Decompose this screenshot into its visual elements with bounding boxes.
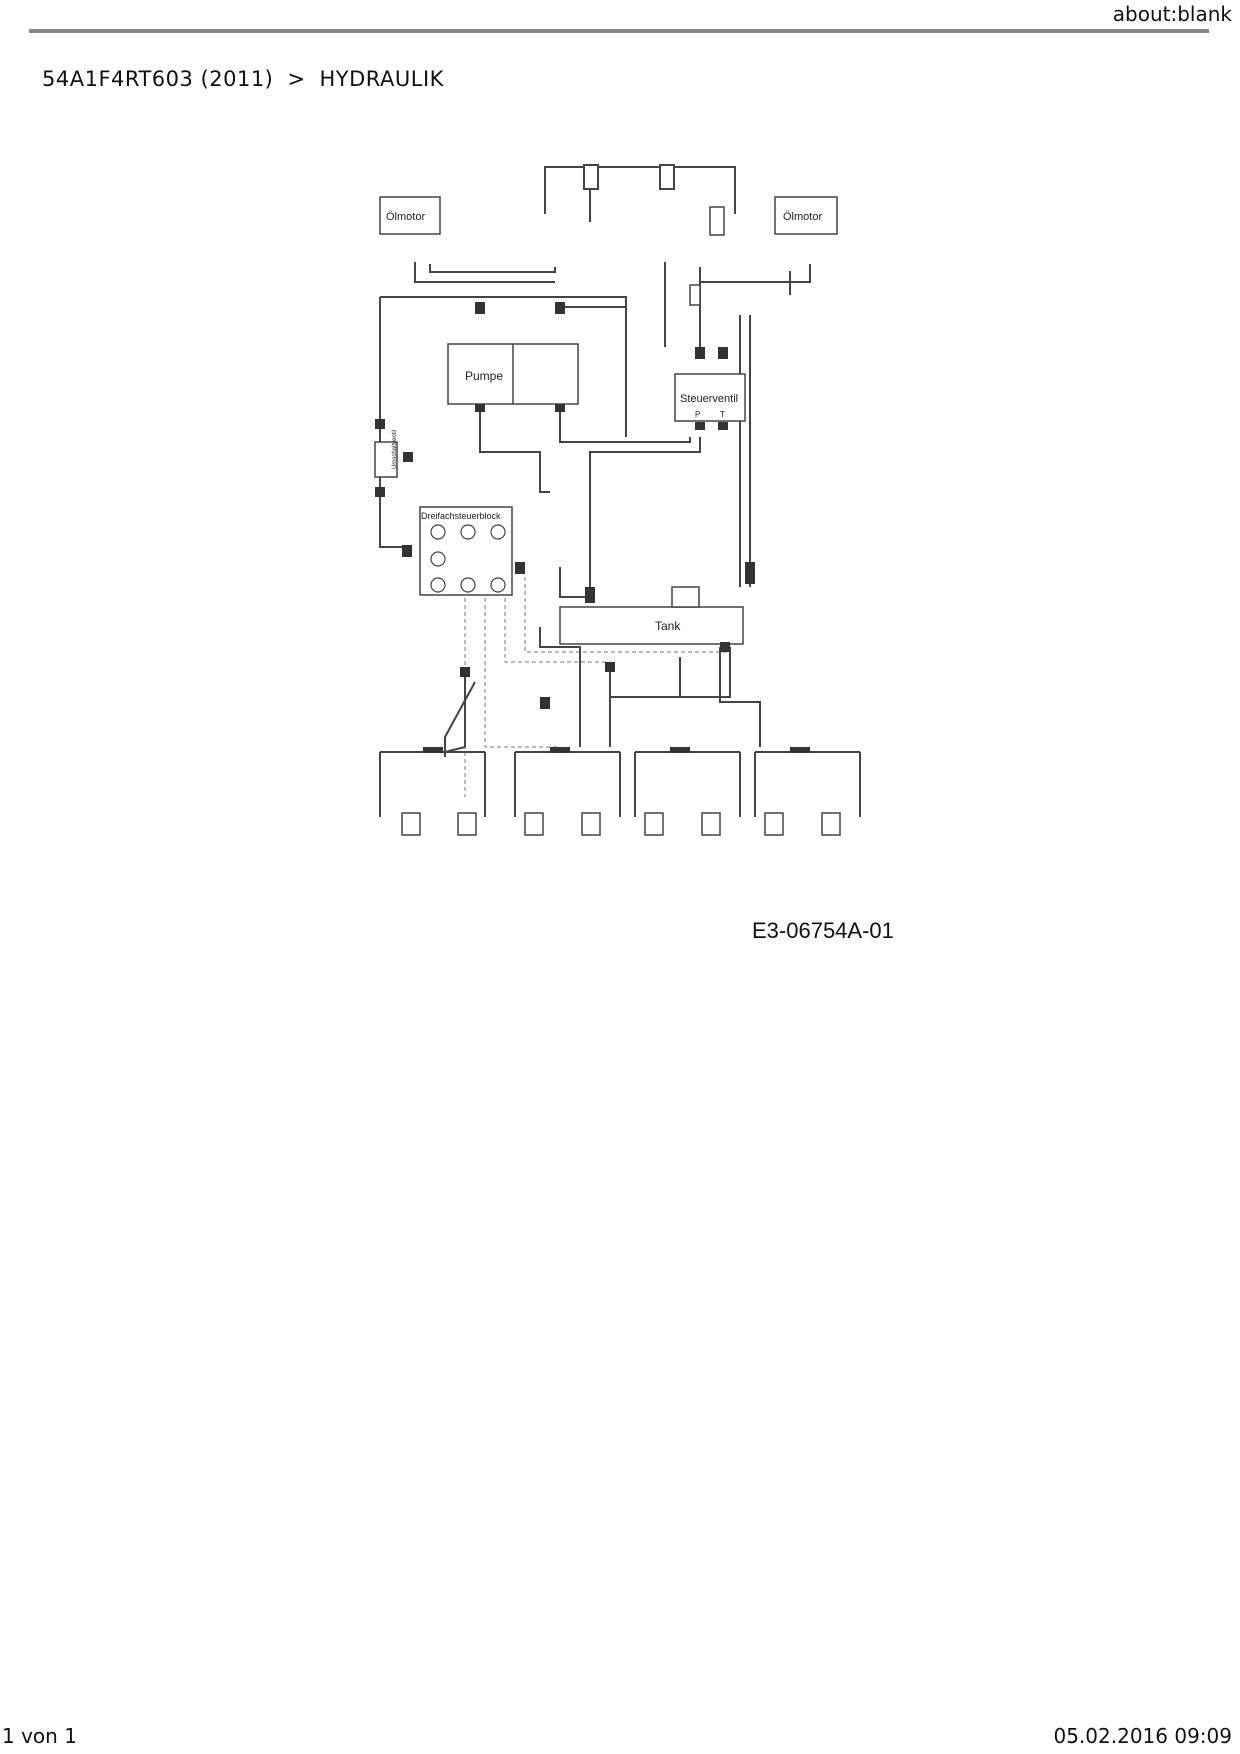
triple-block-label: Dreifachsteuerblock bbox=[421, 511, 501, 521]
page-url: about:blank bbox=[1112, 2, 1232, 26]
figure-code: E3-06754A-01 bbox=[752, 918, 894, 943]
pump-label: Pumpe bbox=[465, 369, 504, 383]
breadcrumb-separator: > bbox=[287, 67, 306, 91]
print-datetime: 05.02.2016 09:09 bbox=[1053, 1724, 1232, 1748]
hydraulic-diagram bbox=[320, 107, 912, 957]
breadcrumb-section: HYDRAULIK bbox=[319, 67, 444, 91]
port-t-label: T bbox=[720, 410, 725, 419]
oilmotor-left-label: Ölmotor bbox=[386, 211, 426, 223]
small-block-label: Umschaltventil bbox=[392, 429, 398, 469]
page-count: 1 von 1 bbox=[2, 1724, 77, 1748]
oilmotor-right-label: Ölmotor bbox=[783, 211, 823, 223]
breadcrumb-model: 54A1F4RT603 (2011) bbox=[42, 67, 274, 91]
breadcrumb bbox=[42, 67, 444, 91]
control-valve-label: Steuerventil bbox=[680, 393, 739, 405]
port-p-label: P bbox=[695, 410, 701, 419]
header-rule bbox=[29, 29, 1209, 33]
tank-label: Tank bbox=[655, 619, 681, 633]
